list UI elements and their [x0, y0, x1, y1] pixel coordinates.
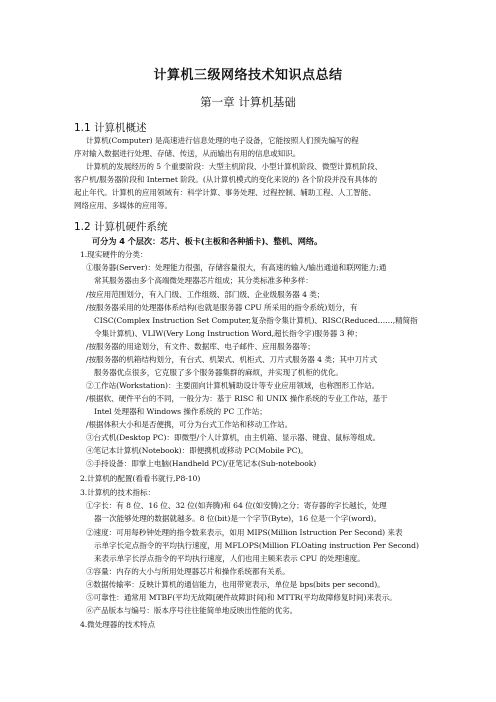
section-heading-1-2: 1.2 计算机硬件系统 [74, 221, 168, 233]
paragraph-line: 序对输入数据进行处理、存储、传送，从而输出有用的信息或知识。 [74, 149, 301, 158]
list-item: 3.计算机的技术指标： [80, 488, 156, 497]
list-item: ⑤手持设备：即掌上电脑(Handheld PC)/亚笔记本(Sub-notebook) [86, 459, 317, 468]
paragraph-line: 计算机(Computer) 是高速进行信息处理的电子设备，它能按照人们预先编写的程 [86, 136, 359, 145]
list-item: /根据体积大小和是否便携，可分为台式工作站和移动工作站。 [86, 420, 293, 429]
list-item: CISC(Complex Instruction Set Computer,复杂指令集计算机)、RISC(Reduced……,精简指 [94, 316, 418, 325]
list-item: 常其服务器由多个高端微处理器芯片组成；其分类标准多种多样： [94, 276, 313, 285]
list-item: 服务器优点很多，它克服了多个服务器集群的麻烦，并实现了机柜的优化。 [94, 368, 343, 377]
list-item: ②速度：可用每秒钟处理的指令数来表示，如用 MIPS(Million Istruction Per Second) 来表 [86, 528, 403, 537]
paragraph-line: 客户机/服务器阶段和 Internet 阶段。(从计算机模式的变化来说的) 各个阶段并没有具体的 [74, 175, 378, 184]
list-item: /根据软、硬件平台的不同，一般分为：基于 RISC 和 UNIX 操作系统的专业工作站，基于 [86, 394, 388, 403]
list-item: ①服务器(Server)：处理能力很强，存储容量很大，有高速的输入/输出通道和联网能力;通 [86, 263, 387, 272]
document-title: 计算机三级网络技术知识点总结 [153, 68, 343, 83]
list-item: /按应用范围划分，有入门级、工作组级、部门级、企业级服务器 4 类； [86, 290, 325, 299]
list-item: ③容量：内存的大小与所用处理器芯片和操作系统都有关系。 [86, 567, 290, 576]
list-item: ④笔记本计算机(Notebook)：即便携机或移动 PC(Mobile PC)。 [86, 446, 308, 455]
list-item: ③台式机(Desktop PC)：即微型/个人计算机，由主机箱、显示器、键盘、鼠标等组成。 [86, 433, 381, 442]
paragraph-line: 网络应用、多媒体的应用等。 [74, 201, 173, 210]
list-item: Intel 处理器和 Windows 操作系统的 PC 工作站； [94, 407, 267, 416]
list-item: /按服务器采用的处理器体系结构(也就是服务器 CPU 所采用的指令系统)划分，有 [86, 303, 358, 312]
list-item: /按服务器的机箱结构划分，有台式、机架式、机柜式、刀片式服务器 4 类；其中刀片式 [86, 355, 378, 364]
paragraph-line: 起止年代。计算机的应用领域有：科学计算、事务处理、过程控制、辅助工程、人工智能、 [74, 188, 376, 197]
list-item: 器一次能够处理的数据就越多。8 位(bit)是一个字节(Byte)，16 位是一个字(word)。 [94, 514, 381, 523]
list-item: /按服务器的用途划分，有文件、数据库、电子邮件、应用服务器等； [86, 342, 315, 351]
list-item: ⑥产品版本与编号：版本序号往往能简单地反映出性能的优劣。 [86, 606, 298, 615]
list-item: 令集计算机)、VLIW(Very Long Instruction Word,超长指令字)服务器 3 种； [94, 329, 362, 338]
section-heading-1-1: 1.1 计算机概述 [74, 122, 147, 134]
list-item: ⑤可靠性：通常用 MTBF(平均无故障[硬件故障]时间)和 MTTR(平均故障修复时间)来表示。 [86, 593, 397, 602]
list-item: ①字长：有 8 位、16 位、32 位(如奔腾)和 64 位(如安腾)之分；寄存器的字长越长，处理 [86, 501, 387, 510]
chapter-title: 第一章 计算机基础 [200, 95, 296, 109]
list-item: 4.微处理器的技术特点 [80, 620, 156, 629]
list-item: 1.现实硬件的分类： [80, 250, 148, 259]
list-item: ④数据传输率：反映计算机的通信能力，也用带宽表示，单位是 bps(bits per second)。 [86, 580, 385, 589]
list-item: ②工作站(Workstation)：主要面向计算机辅助设计等专业应用领域，也称图形工作站。 [86, 381, 380, 390]
list-item: 2.计算机的配置(看看书就行,P8-10) [80, 474, 201, 483]
bold-paragraph-line: 可分为 4 个层次：芯片、板卡(主板和各种插卡)、整机、网络。 [92, 236, 323, 246]
paragraph-line: 计算机的发展经历的 5 个重要阶段：大型主机阶段、小型计算机阶段、微型计算机阶段、 [86, 162, 383, 171]
list-item: 示单字长定点指令的平均执行速度，用 MFLOPS(Million FLOating instruction Per Second) [94, 541, 419, 550]
list-item: 来表示单字长浮点指令的平均执行速度，人们也用主频来表示 CPU 的处理速度。 [94, 554, 365, 563]
